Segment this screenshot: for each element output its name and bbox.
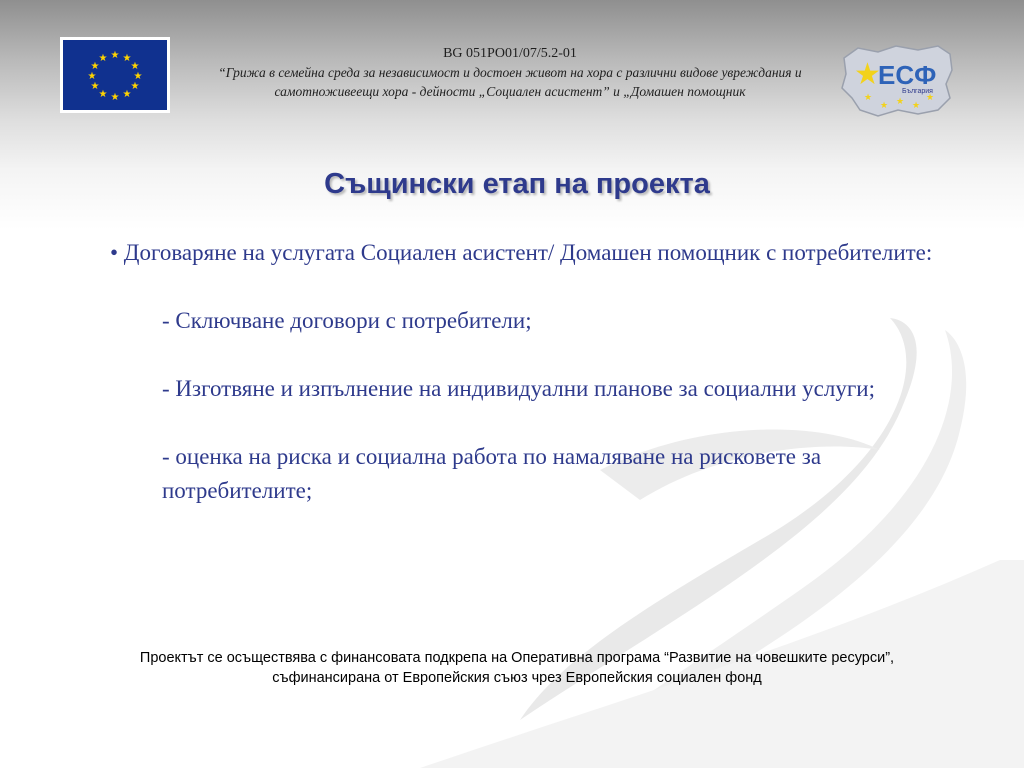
svg-text:★: ★ bbox=[110, 92, 120, 103]
sub-item: - Сключване договори с потребители; bbox=[162, 308, 532, 333]
footer-line-2: съфинансирана от Европейския съюз чрез Европейския социален фонд bbox=[272, 670, 762, 686]
svg-text:★: ★ bbox=[122, 53, 132, 64]
svg-text:★: ★ bbox=[90, 81, 100, 92]
footer bbox=[0, 648, 1024, 688]
project-code: BG 051PO01/07/5.2-01 bbox=[443, 46, 577, 61]
svg-text:★: ★ bbox=[130, 81, 140, 92]
svg-text:★: ★ bbox=[98, 53, 108, 64]
esf-logo-text: ЕСФ bbox=[878, 60, 937, 90]
svg-text:★: ★ bbox=[122, 89, 132, 100]
small-star-icon: ★ bbox=[926, 93, 935, 103]
svg-text:★: ★ bbox=[130, 61, 140, 72]
small-star-icon: ★ bbox=[912, 101, 921, 111]
svg-text:★: ★ bbox=[87, 71, 97, 82]
svg-text:★: ★ bbox=[110, 50, 120, 61]
esf-logo bbox=[838, 40, 958, 120]
eu-flag-logo bbox=[60, 37, 170, 113]
slide-title: Същински етап на проекта bbox=[324, 168, 710, 200]
project-title-line-1: “Грижа в семейна среда за независимост и достоен живот на хора с различни видове увреждания и bbox=[218, 65, 802, 80]
star-icon: ★ bbox=[854, 57, 881, 92]
sub-item: - Изготвяне и изпълнение на индивидуални планове за социални услуги; bbox=[162, 376, 875, 401]
small-star-icon: ★ bbox=[880, 101, 889, 111]
esf-logo-subtext: България bbox=[902, 88, 933, 95]
svg-text:★: ★ bbox=[90, 61, 100, 72]
project-title-line-2: самотноживеещи хора - дейности „Социален асистент” и „Домашен помощник bbox=[274, 84, 746, 99]
eu-flag-icon bbox=[63, 40, 167, 110]
svg-text:★: ★ bbox=[98, 89, 108, 100]
svg-text:★: ★ bbox=[133, 71, 143, 82]
small-star-icon: ★ bbox=[896, 97, 905, 107]
content-body bbox=[110, 236, 940, 508]
small-star-icon: ★ bbox=[864, 93, 873, 103]
header-text bbox=[190, 44, 830, 101]
main-bullet: • Договаряне на услугата Социален асистент/ Домашен помощник с потребителите: bbox=[110, 240, 933, 265]
sub-item: - оценка на риска и социална работа по намаляване на рисковете за потребителите; bbox=[162, 444, 822, 503]
footer-line-1: Проектът се осъществява с финансовата подкрепа на Оперативна програма “Развитие на човешките ресурси”, bbox=[139, 650, 895, 666]
